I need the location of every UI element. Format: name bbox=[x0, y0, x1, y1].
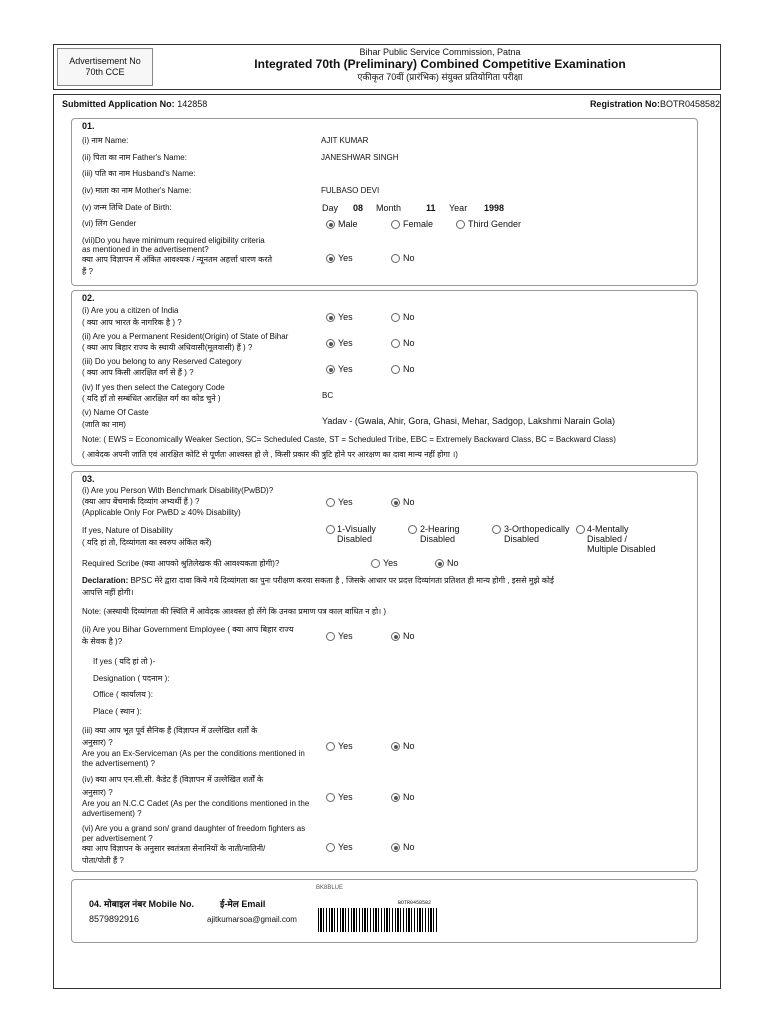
eligibility-line4: हैं ? bbox=[82, 267, 93, 276]
org-name: Bihar Public Service Commission, Patna bbox=[359, 47, 521, 57]
name-label: (i) नाम Name: bbox=[82, 136, 129, 145]
dob-label: (v) जन्म तिथि Date of Birth: bbox=[82, 203, 172, 212]
dob-day: 08 bbox=[353, 203, 364, 213]
eligibility-line1: (vii)Do you have minimum required eligibility criteria bbox=[82, 236, 265, 245]
govt-yes-label: Yes bbox=[338, 631, 353, 641]
registration-label: Registration No: bbox=[589, 99, 660, 109]
advertisement-line1: Advertisement No bbox=[69, 56, 141, 66]
pwbd-yes-label: Yes bbox=[338, 497, 353, 507]
registration-no bbox=[590, 99, 720, 109]
exservice-no-label: No bbox=[403, 741, 415, 751]
pwbd-line2: (क्या आप बेंचमार्क दिव्यांग अभ्यर्थी हैं ) ? bbox=[82, 497, 200, 506]
declaration-line1: BPSC मेरे द्वारा दावा किये गये दिव्यांगता का पुनः परीक्षण करवा सकता है , जिसके आधार पर प्रदत्त दिव्यांगता प्रतिशत ही मान्य होगी , इससे मुझे कोई bbox=[130, 576, 554, 585]
disability-ortho-l1: 3-Orthopedically bbox=[504, 524, 570, 534]
gender-third-radio[interactable] bbox=[456, 220, 465, 229]
ncc-line1: (iv) क्या आप एन.सी.सी. कैडेट हैं (विज्ञापन में उल्लेखित शर्तों के bbox=[82, 775, 264, 784]
freedom-line3: क्या आप विज्ञापन के अनुसार स्वतंत्रता सेनानियों के नाती/नातिनी/ bbox=[82, 844, 266, 853]
mobile-heading: 04. मोबाइल नंबर Mobile No. bbox=[89, 899, 195, 909]
place-label: Place ( स्थान ): bbox=[93, 707, 142, 716]
registration-value: BOTR0458582 bbox=[659, 99, 720, 109]
pwbd-yes-radio[interactable] bbox=[326, 498, 335, 507]
resident-line2: ( क्या आप बिहार राज्य के स्थायी अधिवासी(मूलवासी) हैं ) ? bbox=[82, 343, 253, 352]
scribe-no-radio[interactable] bbox=[435, 559, 444, 568]
category-note-hi: ( आवेदक अपनी जाति एवं आरक्षित कोटि से पूर्णतः आश्वस्त हो ले , किसी प्रकार की त्रुटि होने पर आरक्षण का दावा मान्य नहीं होगा ।) bbox=[82, 450, 458, 459]
ncc-line4: advertisement) ? bbox=[82, 809, 142, 818]
gender-third-label: Third Gender bbox=[468, 219, 522, 229]
exservice-yes-radio[interactable] bbox=[326, 742, 335, 751]
disability-mental-l1: 4-Mentally bbox=[587, 524, 629, 534]
disability-hearing-radio[interactable] bbox=[408, 525, 417, 534]
advertisement-line2: 70th CCE bbox=[85, 67, 125, 77]
eligibility-no-label: No bbox=[403, 253, 415, 263]
declaration-heading: Declaration: bbox=[82, 576, 129, 585]
mother-value: FULBASO DEVI bbox=[321, 186, 380, 195]
exservice-yes-label: Yes bbox=[338, 741, 353, 751]
disability-note: Note: (अस्थायी दिव्यांगता की स्थिति में आवेदक आश्वस्त हो लेंगे कि उनका प्रमाण पत्र काल बाधित न हो। ) bbox=[82, 607, 387, 616]
freedom-no-label: No bbox=[403, 842, 415, 852]
category-value: BC bbox=[322, 391, 334, 400]
disability-hearing-l1: 2-Hearing bbox=[420, 524, 460, 534]
gender-female-radio[interactable] bbox=[391, 220, 400, 229]
dob-month-label: Month bbox=[376, 203, 402, 213]
ncc-no-radio[interactable] bbox=[391, 793, 400, 802]
resident-no-radio[interactable] bbox=[391, 339, 400, 348]
freedom-yes-label: Yes bbox=[338, 842, 353, 852]
section-02-number: 02. bbox=[82, 293, 95, 303]
nature-line1: If yes, Nature of Disability bbox=[82, 526, 173, 535]
dob-year-label: Year bbox=[449, 203, 468, 213]
citizen-yes-radio[interactable] bbox=[326, 313, 335, 322]
eligibility-no-radio[interactable] bbox=[391, 254, 400, 263]
disability-ortho-radio[interactable] bbox=[492, 525, 501, 534]
freedom-line2: per advertisement ? bbox=[82, 834, 153, 843]
husband-label: (iii) पति का नाम Husband's Name: bbox=[82, 169, 196, 178]
barcode bbox=[318, 908, 438, 932]
exam-title-hindi: एकीकृत 70वीं (प्रारंभिक) संयुक्त प्रतियोगिता परीक्षा bbox=[357, 72, 523, 82]
exservice-line2: अनुसार) ? bbox=[82, 738, 113, 747]
citizen-line1: (i) Are you a citizen of India bbox=[82, 306, 179, 315]
submitted-value: 142858 bbox=[177, 99, 208, 109]
freedom-line4: पोता/पोती हैं ? bbox=[82, 856, 124, 865]
gender-label: (vi) लिंग Gender bbox=[82, 219, 137, 228]
ncc-no-label: No bbox=[403, 792, 415, 802]
office-label: Office ( कार्यालय ): bbox=[93, 690, 153, 699]
pwbd-no-label: No bbox=[403, 497, 415, 507]
photo-caption: BK8BLUE bbox=[316, 885, 344, 891]
designation-label: Designation ( पदनाम ): bbox=[93, 674, 170, 683]
scribe-yes-radio[interactable] bbox=[371, 559, 380, 568]
freedom-line1: (vi) Are you a grand son/ grand daughter of freedom fighters as bbox=[82, 824, 306, 833]
disability-visual-l1: 1-Visually bbox=[337, 524, 376, 534]
exservice-line1: (iii) क्या आप भूत पूर्व सैनिक हैं (विज्ञापन में उल्लेखित शर्तों के bbox=[82, 726, 258, 735]
ncc-line3: Are you an N.C.C Cadet (As per the conditions mentioned in the bbox=[82, 799, 310, 808]
reserved-no-label: No bbox=[403, 364, 415, 374]
ncc-yes-radio[interactable] bbox=[326, 793, 335, 802]
disability-mental-radio[interactable] bbox=[576, 525, 585, 534]
caste-line1: (v) Name Of Caste bbox=[82, 408, 149, 417]
citizen-yes-label: Yes bbox=[338, 312, 353, 322]
reserved-line2: ( क्या आप किसी आरक्षित वर्ग से हैं ) ? bbox=[82, 368, 194, 377]
nature-line2: ( यदि हां तो, दिव्यांगता का स्वरुप अंकित करें) bbox=[82, 538, 212, 547]
name-value: AJIT KUMAR bbox=[321, 136, 369, 145]
exservice-no-radio[interactable] bbox=[391, 742, 400, 751]
email-heading: ई-मेल Email bbox=[220, 899, 266, 909]
email-value: ajitkumarsoa@gmail.com bbox=[207, 915, 297, 924]
govt-yes-radio[interactable] bbox=[326, 632, 335, 641]
mother-label: (iv) माता का नाम Mother's Name: bbox=[82, 186, 192, 195]
father-label: (ii) पिता का नाम Father's Name: bbox=[82, 153, 187, 162]
govt-no-label: No bbox=[403, 631, 415, 641]
exservice-line3: Are you an Ex-Serviceman (As per the conditions mentioned in bbox=[82, 749, 305, 758]
caste-value: Yadav - (Gwala, Ahir, Gora, Ghasi, Mehar, Sadgop, Lakshmi Narain Gola) bbox=[322, 416, 615, 426]
resident-yes-label: Yes bbox=[338, 338, 353, 348]
scribe-label: Required Scribe (क्या आपको श्रुतिलेखक की आवश्यकता होगी)? bbox=[82, 559, 280, 568]
dob-year: 1998 bbox=[484, 203, 505, 213]
mobile-value: 8579892916 bbox=[89, 914, 140, 924]
govt-line1: (ii) Are you Bihar Government Employee ( क्या आप बिहार राज्य bbox=[82, 625, 294, 634]
section-01-number: 01. bbox=[82, 121, 95, 131]
ncc-yes-label: Yes bbox=[338, 792, 353, 802]
father-value: JANESHWAR SINGH bbox=[321, 153, 399, 162]
govt-no-radio[interactable] bbox=[391, 632, 400, 641]
exam-title: Integrated 70th (Preliminary) Combined Competitive Examination bbox=[254, 57, 626, 71]
disability-visual-radio[interactable] bbox=[326, 525, 335, 534]
category-note-en: Note: ( EWS = Economically Weaker Section, SC= Scheduled Caste, ST = Scheduled Tribe, EBC = Extremely Backward Class, BC = Backward Class) bbox=[82, 435, 616, 444]
citizen-no-radio[interactable] bbox=[391, 313, 400, 322]
submitted-label: Submitted Application No: bbox=[62, 99, 175, 109]
scribe-no-label: No bbox=[447, 558, 459, 568]
resident-yes-radio[interactable] bbox=[326, 339, 335, 348]
category-line1: (iv) If yes then select the Category Code bbox=[82, 383, 225, 392]
disability-ortho-l2: Disabled bbox=[504, 534, 540, 544]
reserved-yes-radio[interactable] bbox=[326, 365, 335, 374]
dob-day-label: Day bbox=[322, 203, 339, 213]
ncc-line2: अनुसार) ? bbox=[82, 788, 113, 797]
dob-month: 11 bbox=[426, 203, 436, 213]
scribe-yes-label: Yes bbox=[383, 558, 398, 568]
pwbd-line1: (i) Are you Person With Benchmark Disability(PwBD)? bbox=[82, 486, 274, 495]
disability-mental-l2: Disabled / bbox=[587, 534, 628, 544]
reserved-line1: (iii) Do you belong to any Reserved Category bbox=[82, 357, 242, 366]
citizen-line2: ( क्या आप भारत के नागरिक है ) ? bbox=[82, 318, 182, 327]
declaration-line2: आपत्ति नहीं होगी। bbox=[82, 588, 134, 597]
resident-no-label: No bbox=[403, 338, 415, 348]
disability-mental-l3: Multiple Disabled bbox=[587, 544, 656, 554]
declaration bbox=[82, 576, 688, 585]
barcode-text: BOTR0458582 bbox=[398, 900, 432, 906]
if-yes-label: If yes ( यदि हां तो )- bbox=[93, 657, 156, 666]
eligibility-yes-label: Yes bbox=[338, 253, 353, 263]
gender-male-label: Male bbox=[338, 219, 358, 229]
pwbd-no-radio[interactable] bbox=[391, 498, 400, 507]
govt-line2: के सेवक है )? bbox=[82, 637, 123, 646]
eligibility-yes-radio[interactable] bbox=[326, 254, 335, 263]
submitted-application-no bbox=[62, 99, 207, 109]
gender-male-radio[interactable] bbox=[326, 220, 335, 229]
reserved-no-radio[interactable] bbox=[391, 365, 400, 374]
section-03-number: 03. bbox=[82, 474, 95, 484]
pwbd-line3: (Applicable Only For PwBD ≥ 40% Disability) bbox=[82, 508, 241, 517]
reserved-yes-label: Yes bbox=[338, 364, 353, 374]
citizen-no-label: No bbox=[403, 312, 415, 322]
gender-female-label: Female bbox=[403, 219, 434, 229]
eligibility-line3: क्या आप विज्ञापन में अंकित आवश्यक / न्यूनतम अहर्त्ता धारण करते bbox=[82, 255, 273, 264]
freedom-yes-radio[interactable] bbox=[326, 843, 335, 852]
eligibility-line2: as mentioned in the advertisement? bbox=[82, 245, 209, 254]
caste-line2: (जाति का नाम) bbox=[82, 420, 126, 429]
resident-line1: (ii) Are you a Permanent Resident(Origin) of State of Bihar bbox=[82, 332, 289, 341]
disability-hearing-l2: Disabled bbox=[420, 534, 456, 544]
freedom-no-radio[interactable] bbox=[391, 843, 400, 852]
disability-visual-l2: Disabled bbox=[337, 534, 373, 544]
category-line2: ( यदि हाँ तो सम्बंधित आरक्षित वर्ग का कोड चुने ) bbox=[82, 394, 221, 403]
exservice-line4: the advertisement) ? bbox=[82, 759, 155, 768]
